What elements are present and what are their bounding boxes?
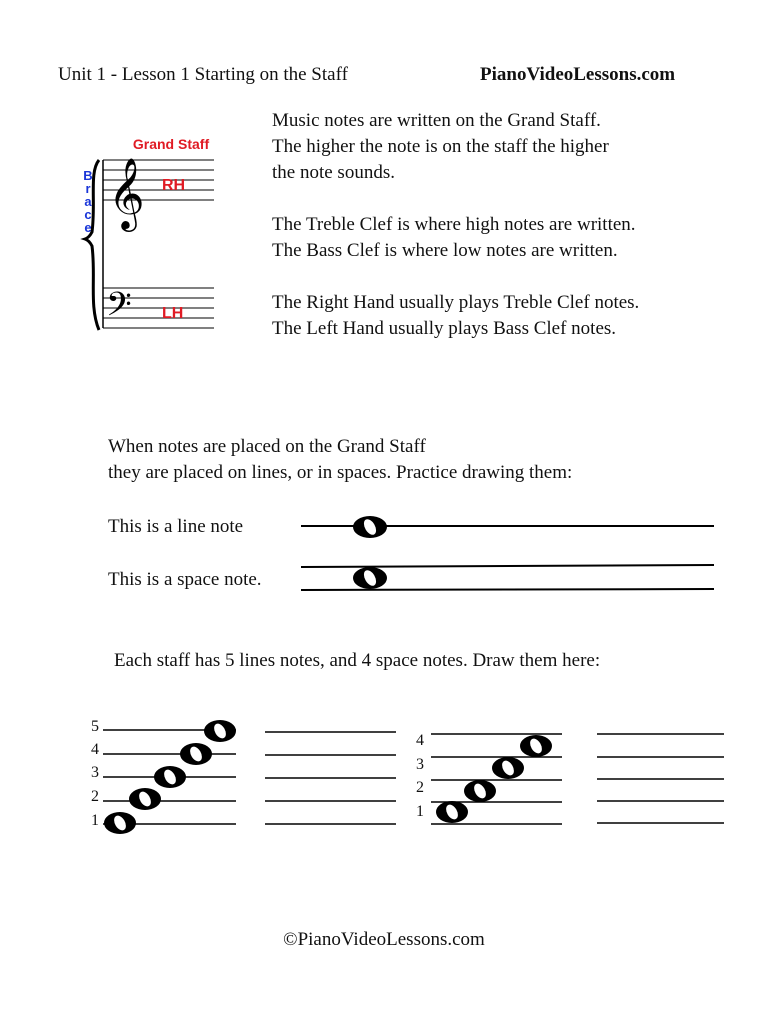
intro-line: Music notes are written on the Grand Staff. <box>272 110 601 131</box>
line-notes-staff <box>100 716 250 836</box>
copyright: ©PianoVideoLessons.com <box>283 929 485 950</box>
intro-line: The Right Hand usually plays Treble Clef notes. <box>272 292 640 313</box>
line-number: 2 <box>91 788 99 805</box>
space-note-icon <box>353 567 387 589</box>
space-note-top-line <box>301 565 714 567</box>
space-number: 2 <box>416 779 424 796</box>
brace-letter: e <box>84 220 92 235</box>
space-note-icon <box>492 757 524 779</box>
space-note-icon <box>464 780 496 802</box>
intro-text <box>272 108 639 342</box>
space-note-icon <box>436 801 468 823</box>
line-number: 1 <box>91 812 99 829</box>
line-note-icon <box>204 720 236 742</box>
line-note-label: This is a line note <box>108 516 244 537</box>
rh-label: RH <box>162 177 186 194</box>
brace-letter: r <box>85 181 91 196</box>
space-number: 1 <box>416 803 424 820</box>
space-number: 4 <box>416 732 424 749</box>
grand-staff-diagram <box>72 132 232 344</box>
site-name: PianoVideoLessons.com <box>480 64 676 85</box>
space-note-bottom-line <box>301 589 714 590</box>
brace-letter: c <box>84 207 92 222</box>
bass-clef-icon: 𝄢 <box>106 287 132 331</box>
placement-text <box>108 434 572 486</box>
line-note-icon <box>129 788 161 810</box>
line-number: 3 <box>91 764 99 781</box>
blank-practice-staff[interactable] <box>262 722 402 832</box>
line-note-icon <box>104 812 136 834</box>
grand-staff-title: Grand Staff <box>132 136 210 152</box>
intro-line: The Bass Clef is where low notes are written. <box>272 240 618 261</box>
brace-letter: B <box>83 168 93 183</box>
placement-line: they are placed on lines, or in spaces. Practice drawing them: <box>108 462 573 483</box>
intro-line: The Left Hand usually plays Bass Clef notes. <box>272 318 617 339</box>
staff-practice-instruction: Each staff has 5 lines notes, and 4 space notes. Draw them here: <box>114 650 601 671</box>
intro-line: The Treble Clef is where high notes are written. <box>272 214 636 235</box>
space-note-label: This is a space note. <box>108 569 262 590</box>
line-note-icon <box>353 516 387 538</box>
lh-label: LH <box>162 305 184 322</box>
line-number: 5 <box>91 718 99 735</box>
lesson-title: Unit 1 - Lesson 1 Starting on the Staff <box>58 64 348 85</box>
space-note-icon <box>520 735 552 757</box>
intro-line: The higher the note is on the staff the higher <box>272 136 609 157</box>
brace-letter: a <box>84 194 92 209</box>
space-number: 3 <box>416 756 424 773</box>
space-notes-staff <box>428 722 578 834</box>
note-examples <box>296 510 720 600</box>
blank-practice-staff[interactable] <box>594 724 730 832</box>
placement-line: When notes are placed on the Grand Staff <box>108 436 426 457</box>
intro-line: the note sounds. <box>272 162 395 183</box>
line-note-icon <box>154 766 186 788</box>
treble-clef-icon: 𝄞 <box>108 159 145 228</box>
line-note-icon <box>180 743 212 765</box>
line-number: 4 <box>91 741 99 758</box>
